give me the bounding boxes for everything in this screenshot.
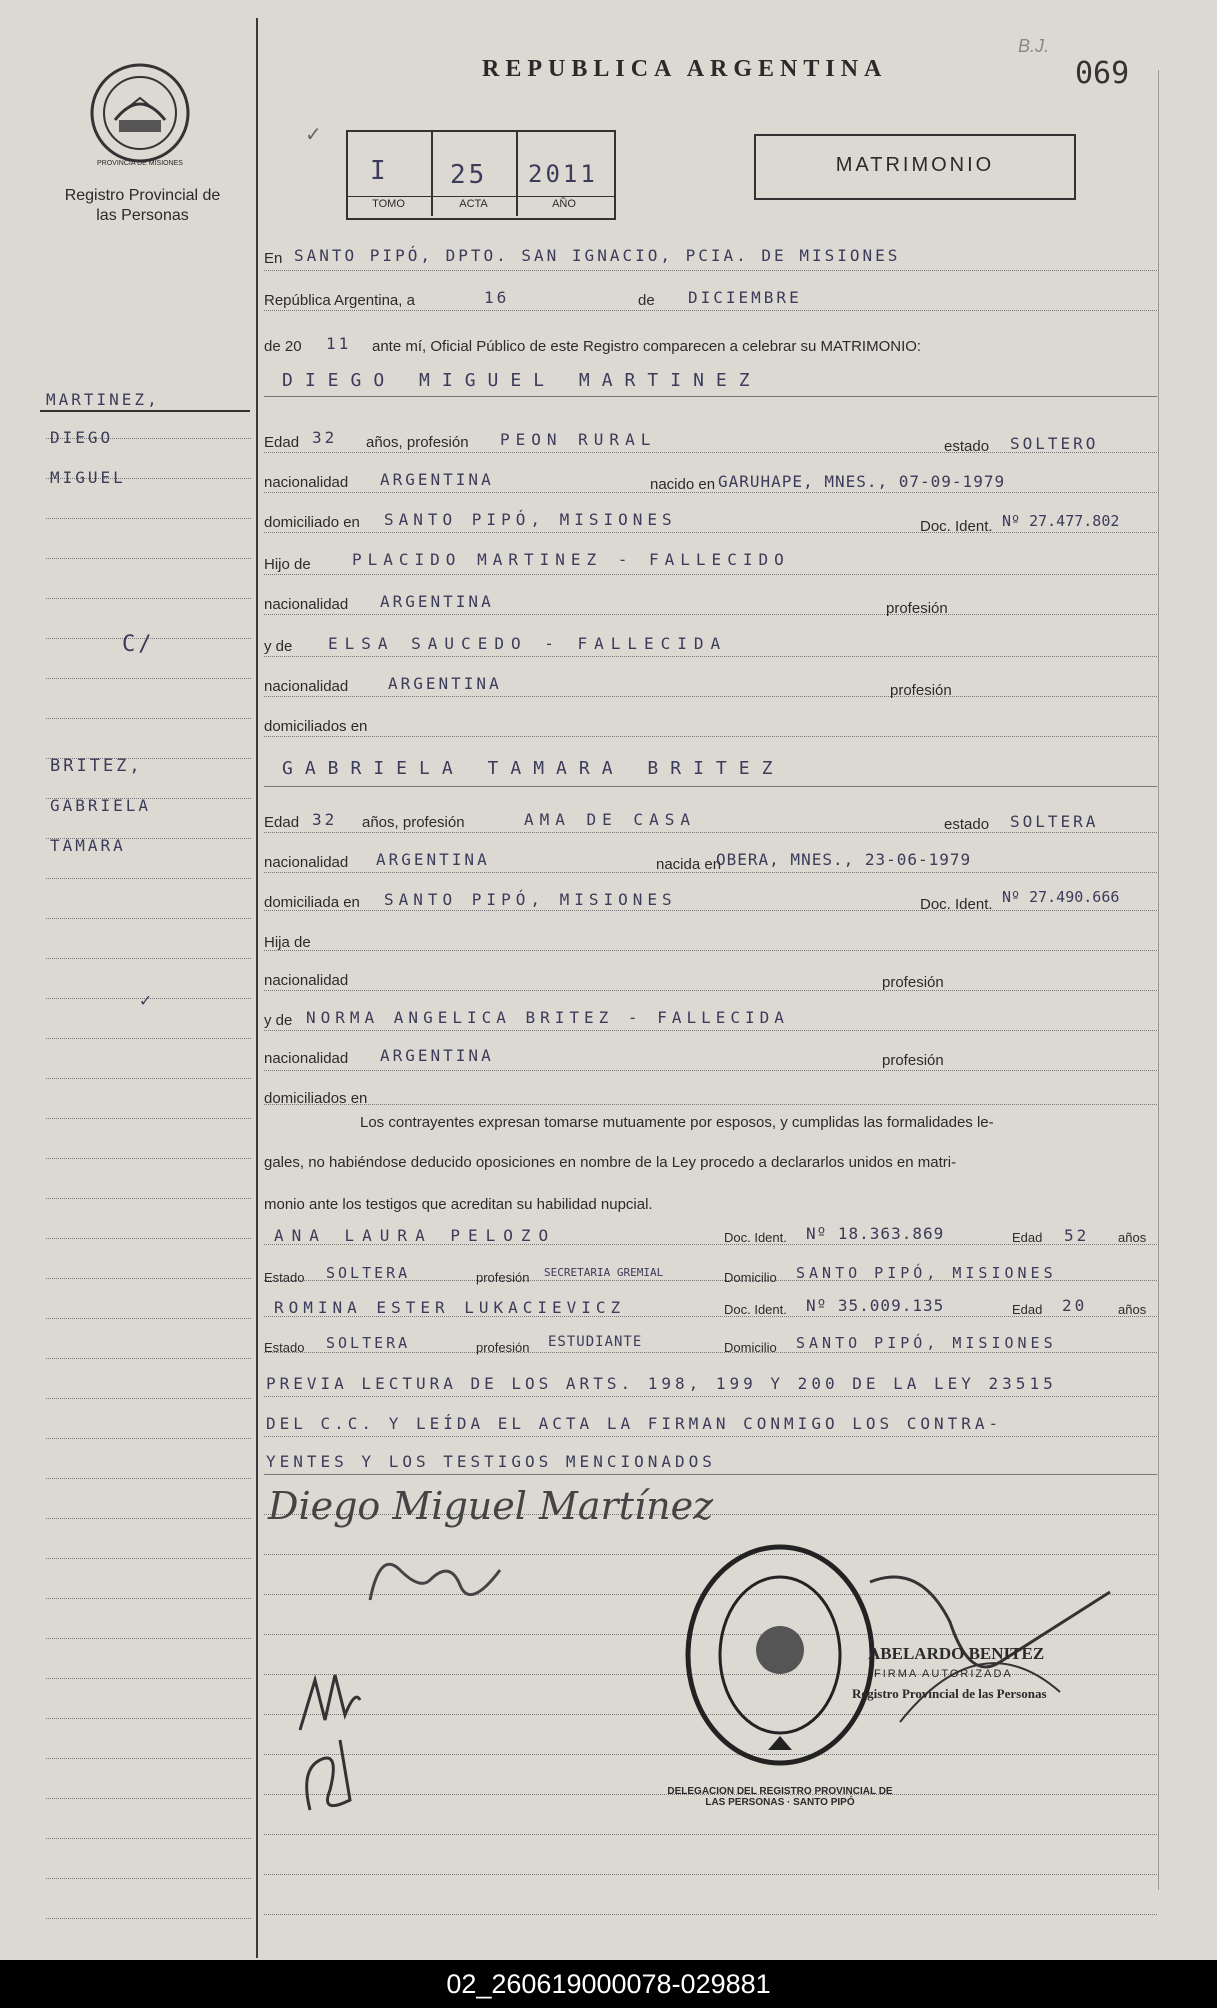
margin-top-rule bbox=[40, 410, 250, 412]
marriage-month: DICIEMBRE bbox=[688, 288, 802, 307]
groom-born-label: nacido en bbox=[650, 476, 716, 493]
bride-dom-label: domiciliada en bbox=[264, 894, 360, 911]
image-id-bar bbox=[0, 1960, 1217, 2008]
witness2-anos-label: años bbox=[1118, 1302, 1147, 1317]
groom-doc: Nº 27.477.802 bbox=[1002, 512, 1120, 530]
bride-nationality: ARGENTINA bbox=[376, 850, 490, 869]
image-id: 02_260619000078-029881 bbox=[446, 1969, 771, 1999]
marriage-place: SANTO PIPÓ, DPTO. SAN IGNACIO, PCIA. DE MISIONES bbox=[294, 246, 901, 265]
en-label: En bbox=[264, 250, 283, 267]
groom-full-name: DIEGO MIGUEL MARTINEZ bbox=[282, 370, 762, 391]
bride-address: SANTO PIPÓ, MISIONES bbox=[384, 890, 677, 909]
bride-doc: Nº 27.490.666 bbox=[1002, 888, 1120, 906]
witness1-dom-label: Domicilio bbox=[724, 1270, 777, 1285]
margin-bride-name1: GABRIELA bbox=[50, 796, 152, 815]
registry-name: Registro Provincial de las Personas bbox=[64, 187, 221, 224]
groom-estado: SOLTERO bbox=[1010, 434, 1099, 453]
groom-nat-label: nacionalidad bbox=[264, 474, 349, 491]
witness2-profession: ESTUDIANTE bbox=[548, 1334, 643, 1350]
groom-profession: PEON RURAL bbox=[500, 430, 657, 449]
declaration-line-1: Los contrayentes expresan tomarse mutuamente por esposos, y cumplidas las formalidades le- bbox=[360, 1114, 994, 1131]
witness2-edad-label: Edad bbox=[1012, 1302, 1043, 1317]
groom-birth: GARUHAPE, MNES., 07-09-1979 bbox=[718, 472, 1006, 491]
witness1-estado-label: Estado bbox=[264, 1270, 305, 1285]
witness1-age: 52 bbox=[1064, 1226, 1090, 1245]
margin-bride-surname: BRITEZ, bbox=[50, 756, 143, 776]
groom-father: PLACIDO MARTINEZ - FALLECIDO bbox=[352, 550, 790, 569]
witness1-name: ANA LAURA PELOZO bbox=[274, 1226, 557, 1245]
bride-profession-label: años, profesión bbox=[362, 814, 465, 831]
folio-number: 069 bbox=[1075, 56, 1130, 91]
witness1-profession: SECRETARIA GREMIAL bbox=[544, 1266, 664, 1279]
witness2-doc: Nº 35.009.135 bbox=[806, 1296, 945, 1315]
corner-mark: B.J. bbox=[1018, 36, 1050, 56]
groom-father-prof-label: profesión bbox=[886, 600, 948, 617]
witness2-name: ROMINA ESTER LUKACIEVICZ bbox=[274, 1298, 626, 1317]
republic-label: República Argentina, a bbox=[264, 292, 415, 309]
bride-father-label: Hija de bbox=[264, 934, 311, 951]
bride-nat-label: nacionalidad bbox=[264, 854, 349, 871]
tomo-label: TOMO bbox=[372, 198, 405, 210]
country-title: REPUBLICA ARGENTINA bbox=[482, 56, 888, 82]
witness2-signature bbox=[290, 1730, 370, 1825]
witness1-doc: Nº 18.363.869 bbox=[806, 1224, 945, 1243]
witness2-address: SANTO PIPÓ, MISIONES bbox=[796, 1334, 1057, 1352]
bride-birth: OBERA, MNES., 23-06-1979 bbox=[716, 850, 972, 869]
groom-father-nat-label: nacionalidad bbox=[264, 596, 349, 613]
groom-parents-dom-label: domiciliados en bbox=[264, 718, 368, 735]
witness1-doc-label: Doc. Ident. bbox=[724, 1230, 787, 1245]
witness1-address: SANTO PIPÓ, MISIONES bbox=[796, 1264, 1057, 1282]
year-prefix: de 20 bbox=[264, 338, 302, 355]
groom-mother-nat-label: nacionalidad bbox=[264, 678, 349, 695]
official-registry: Registro Provincial de las Personas bbox=[852, 1686, 1047, 1701]
groom-estado-label: estado bbox=[944, 438, 990, 455]
witness2-prof-label: profesión bbox=[476, 1340, 530, 1355]
bride-edad-label: Edad bbox=[264, 814, 300, 831]
bride-full-name: GABRIELA TAMARA BRITEZ bbox=[282, 758, 785, 779]
bride-estado-label: estado bbox=[944, 816, 990, 833]
bride-signature bbox=[360, 1540, 510, 1615]
acta-value: 25 bbox=[450, 160, 488, 190]
witness2-estado: SOLTERA bbox=[326, 1334, 411, 1352]
closing-line-1: PREVIA LECTURA DE LOS ARTS. 198, 199 Y 200 DE LA LEY 23515 bbox=[266, 1374, 1057, 1393]
witness2-dom-label: Domicilio bbox=[724, 1340, 777, 1355]
bride-profession: AMA DE CASA bbox=[524, 810, 696, 829]
witness1-edad-label: Edad bbox=[1012, 1230, 1043, 1245]
registry-stamp bbox=[680, 1540, 880, 1775]
anio-label: AÑO bbox=[552, 198, 576, 210]
stamp-text: DELEGACION DEL REGISTRO PROVINCIAL DE LAS PERSONAS · SANTO PIPÓ bbox=[667, 1786, 893, 1808]
margin-groom-surname: MARTINEZ, bbox=[46, 390, 160, 409]
tomo-value: I bbox=[370, 156, 389, 186]
margin-connector: C/ bbox=[122, 632, 155, 657]
record-caption-rule bbox=[346, 196, 616, 197]
margin-check: ✓ bbox=[140, 990, 154, 1011]
bride-born-label: nacida en bbox=[656, 856, 722, 873]
margin-groom-name1: DIEGO bbox=[50, 428, 114, 447]
groom-mother: ELSA SAUCEDO - FALLECIDA bbox=[328, 634, 728, 653]
declaration-line-2: gales, no habiéndose deducido oposiciones en nombre de la Ley procedo a declararlos unidos en matri- bbox=[264, 1154, 957, 1171]
official-name: ABELARDO BENITEZ bbox=[868, 1644, 1045, 1663]
groom-mother-prof-label: profesión bbox=[890, 682, 952, 699]
groom-father-nat: ARGENTINA bbox=[380, 592, 494, 611]
bride-estado: SOLTERA bbox=[1010, 812, 1099, 831]
stroke-mark: ✓ bbox=[305, 124, 322, 146]
document-type: MATRIMONIO bbox=[835, 154, 995, 176]
acta-label: ACTA bbox=[459, 198, 488, 210]
bride-father-prof-label: profesión bbox=[882, 974, 944, 991]
right-margin-rule bbox=[1158, 70, 1159, 1890]
bride-parents-dom-label: domiciliados en bbox=[264, 1090, 368, 1107]
margin-groom-name2: MIGUEL bbox=[50, 468, 126, 487]
groom-signature: Diego Miguel Martínez bbox=[268, 1484, 714, 1528]
groom-father-label: Hijo de bbox=[264, 556, 311, 573]
bride-doc-label: Doc. Ident. bbox=[920, 896, 993, 913]
bride-age: 32 bbox=[312, 810, 338, 829]
de-label: de bbox=[638, 292, 655, 309]
official-title: FIRMA AUTORIZADA bbox=[874, 1668, 1013, 1680]
witness1-prof-label: profesión bbox=[476, 1270, 530, 1285]
declaration-line-3: monio ante los testigos que acreditan su habilidad nupcial. bbox=[264, 1196, 653, 1213]
witness1-estado: SOLTERA bbox=[326, 1264, 411, 1282]
witness2-doc-label: Doc. Ident. bbox=[724, 1302, 787, 1317]
bride-mother: NORMA ANGELICA BRITEZ - FALLECIDA bbox=[306, 1008, 789, 1027]
closing-line-3: YENTES Y LOS TESTIGOS MENCIONADOS bbox=[266, 1452, 716, 1471]
witness2-estado-label: Estado bbox=[264, 1340, 305, 1355]
groom-dom-label: domiciliado en bbox=[264, 514, 360, 531]
witness2-age: 20 bbox=[1062, 1296, 1088, 1315]
bride-mother-nat-label: nacionalidad bbox=[264, 1050, 349, 1067]
groom-mother-nat: ARGENTINA bbox=[388, 674, 502, 693]
witness1-anos-label: años bbox=[1118, 1230, 1147, 1245]
margin-bride-name2: TAMARA bbox=[50, 836, 126, 855]
groom-mother-label: y de bbox=[264, 638, 293, 655]
anio-value: 2011 bbox=[528, 160, 598, 188]
bride-mother-prof-label: profesión bbox=[882, 1052, 944, 1069]
groom-address: SANTO PIPÓ, MISIONES bbox=[384, 510, 677, 529]
groom-doc-label: Doc. Ident. bbox=[920, 518, 993, 535]
bride-father-nat-label: nacionalidad bbox=[264, 972, 349, 989]
bride-mother-nat: ARGENTINA bbox=[380, 1046, 494, 1065]
closing-line-2: DEL C.C. Y LEÍDA EL ACTA LA FIRMAN CONMIGO LOS CONTRA- bbox=[266, 1414, 1003, 1433]
bride-mother-label: y de bbox=[264, 1012, 293, 1029]
year-suffix: 11 bbox=[326, 334, 352, 353]
groom-nationality: ARGENTINA bbox=[380, 470, 494, 489]
groom-age: 32 bbox=[312, 428, 338, 447]
left-column-rule bbox=[256, 18, 258, 1958]
marriage-day: 16 bbox=[484, 288, 510, 307]
seal-lettering: PROVINCIA DE MISIONES bbox=[97, 160, 183, 167]
groom-edad-label: Edad bbox=[264, 434, 300, 451]
appear-text: ante mí, Oficial Público de este Registro comparecen a celebrar su MATRIMONIO: bbox=[372, 338, 922, 355]
groom-profession-label: años, profesión bbox=[366, 434, 469, 451]
provincial-seal bbox=[85, 58, 195, 168]
